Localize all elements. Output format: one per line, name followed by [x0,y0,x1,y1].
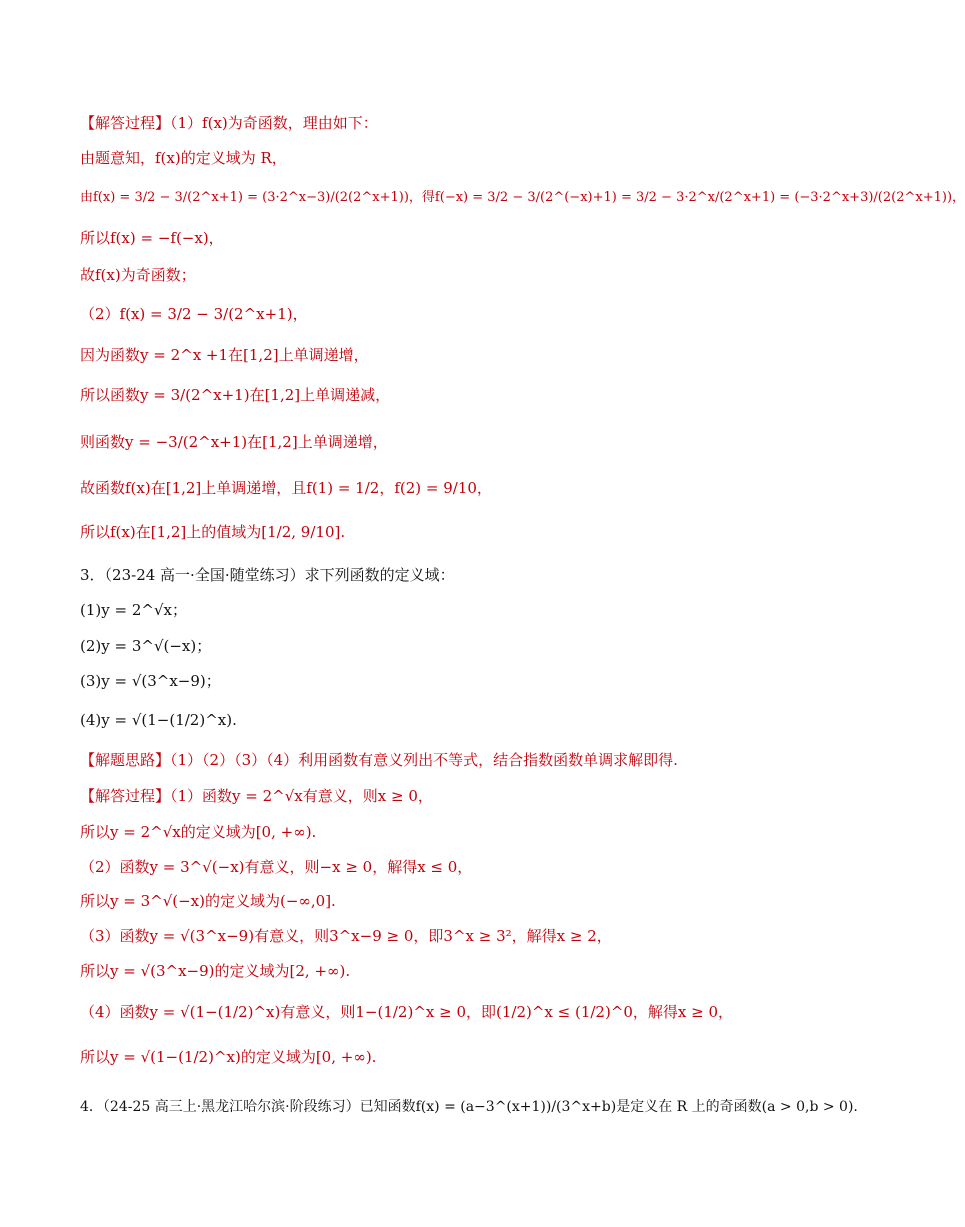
solution-part1-line: 【解答过程】（1）函数y = 2^√x有意义，则x ≥ 0， [80,787,433,805]
odd-function-conclusion-line: 所以f(x) = −f(−x)， [80,229,224,247]
solution-part4-line: （4）函数y = √(1−(1/2)^x)有意义，则1−(1/2)^x ≥ 0，即(1/2)^x ≤ (1/2)^0，解得x ≥ 0， [80,1003,734,1021]
question-3-item-2: (2)y = 3^√(−x)； [80,637,212,655]
values-at-endpoints-line: 故函数f(x)在[1,2]上单调递增，且f(1) = 1/2，f(2) = 9/10， [80,479,492,497]
solution-part2-domain: 所以y = 3^√(−x)的定义域为(−∞,0]. [80,892,336,910]
part2-function-line: （2）f(x) = 3/2 − 3/(2^x+1)， [80,305,308,323]
question-3-title: 3．（23-24 高一·全国·随堂练习）求下列函数的定义域： [80,566,455,584]
solution-part2-line: （2）函数y = 3^√(−x)有意义，则−x ≥ 0，解得x ≤ 0， [80,858,473,876]
odd-function-result-line: 故f(x)为奇函数； [80,266,196,284]
solution-part1-domain: 所以y = 2^√x的定义域为[0, +∞). [80,823,317,841]
question-4-title: 4．（24-25 高三上·黑龙江哈尔滨·阶段练习）已知函数f(x) = (a−3^(x+1))/(3^x+b)是定义在 R 上的奇函数(a > 0,b > 0). [80,1099,858,1115]
question-3-item-4: (4)y = √(1−(1/2)^x). [80,711,237,729]
solution-approach-line: 【解题思路】（1）（2）（3）（4）利用函数有意义列出不等式，结合指数函数单调求解即得. [80,751,678,769]
monotone-decrease-line: 所以函数y = 3/(2^x+1)在[1,2]上单调递减， [80,386,391,404]
range-result-line: 所以f(x)在[1,2]上的值域为[1/2, 9/10]. [80,523,346,541]
negative-monotone-line: 则函数y = −3/(2^x+1)在[1,2]上单调递增， [80,433,388,451]
solution-part4-domain: 所以y = √(1−(1/2)^x)的定义域为[0, +∞). [80,1048,377,1066]
monotone-increase-line: 因为函数y = 2^x +1在[1,2]上单调递增， [80,346,369,364]
answer-header-line: 【解答过程】（1）f(x)为奇函数，理由如下： [80,114,378,132]
domain-statement-line: 由题意知，f(x)的定义域为 R， [80,149,287,167]
solution-part3-domain: 所以y = √(3^x−9)的定义域为[2, +∞). [80,962,351,980]
question-3-item-3: (3)y = √(3^x−9)； [80,672,221,690]
solution-part3-line: （3）函数y = √(3^x−9)有意义，则3^x−9 ≥ 0，即3^x ≥ 3²，解得x ≥ 2， [80,927,612,945]
question-3-item-1: (1)y = 2^√x； [80,601,187,619]
odd-function-derivation-line: 由f(x) = 3/2 − 3/(2^x+1) = (3·2^x−3)/(2(2^x+1))，得f(−x) = 3/2 − 3/(2^(−x)+1) = 3/2 − 3·2^x/(2^x+1) = (−3·2^x+3)/(2(2^x+1))， [80,190,965,205]
